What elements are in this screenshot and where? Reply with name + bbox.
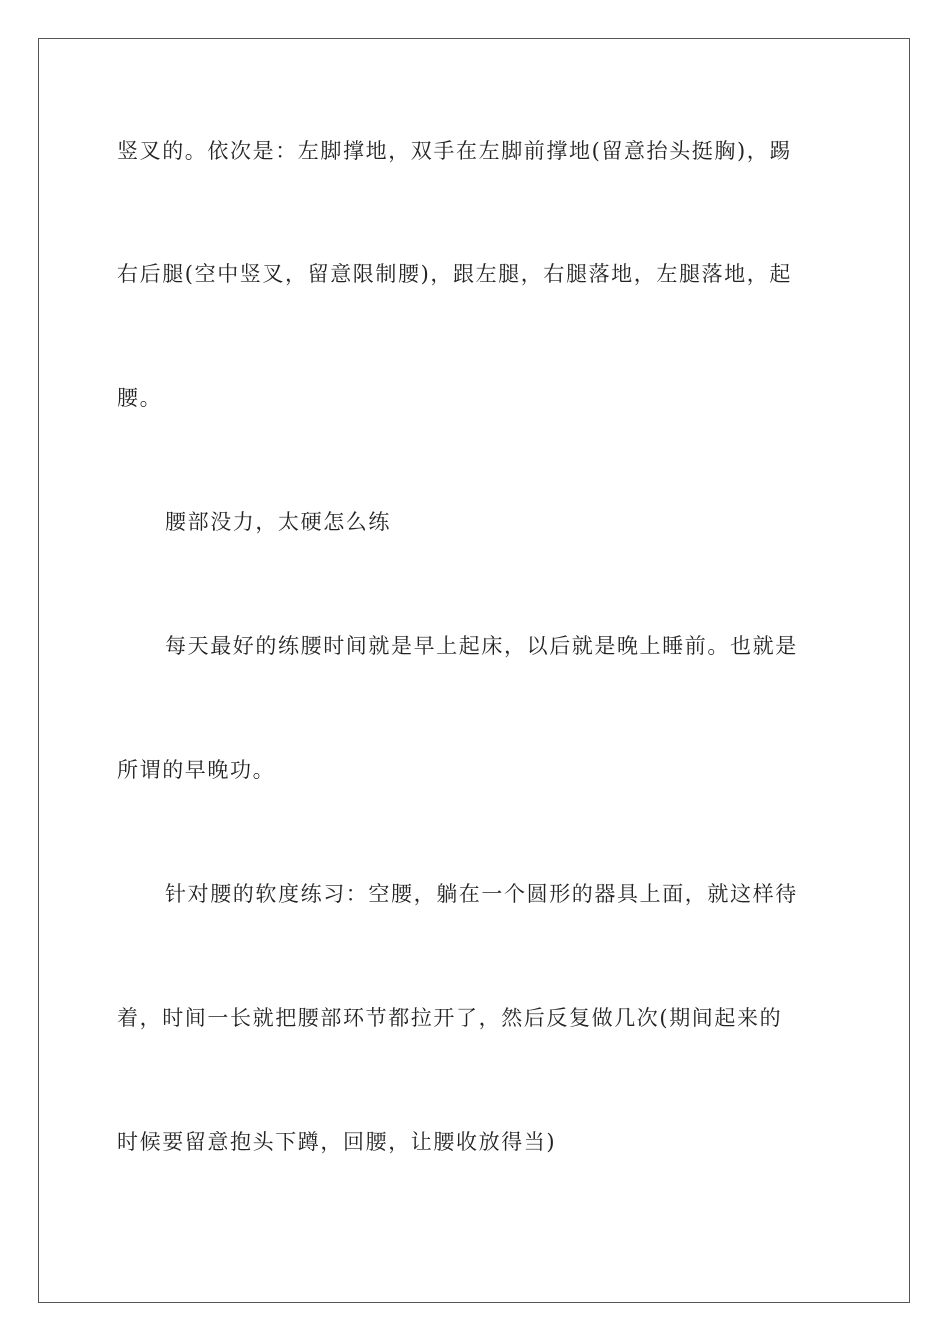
- page-border: [38, 38, 910, 1303]
- paragraph-3-line-2: 着，时间一长就把腰部环节都拉开了，然后反复做几次(期间起来的: [117, 1006, 783, 1030]
- paragraph-1-line-3: 腰。: [117, 386, 163, 410]
- paragraph-3-line-3: 时候要留意抱头下蹲，回腰，让腰收放得当): [117, 1130, 557, 1154]
- paragraph-1-line-2: 右后腿(空中竖叉，留意限制腰)，跟左腿，右腿落地，左腿落地，起: [117, 262, 792, 286]
- section-heading: 腰部没力，太硬怎么练: [165, 510, 391, 534]
- paragraph-2-line-1: 每天最好的练腰时间就是早上起床，以后就是晚上睡前。也就是: [165, 634, 798, 658]
- paragraph-2-line-2: 所谓的早晚功。: [117, 758, 276, 782]
- paragraph-1-line-1: 竖叉的。依次是：左脚撑地，双手在左脚前撑地(留意抬头挺胸)，踢: [117, 139, 792, 163]
- paragraph-3-line-1: 针对腰的软度练习：空腰，躺在一个圆形的器具上面，就这样待: [165, 882, 798, 906]
